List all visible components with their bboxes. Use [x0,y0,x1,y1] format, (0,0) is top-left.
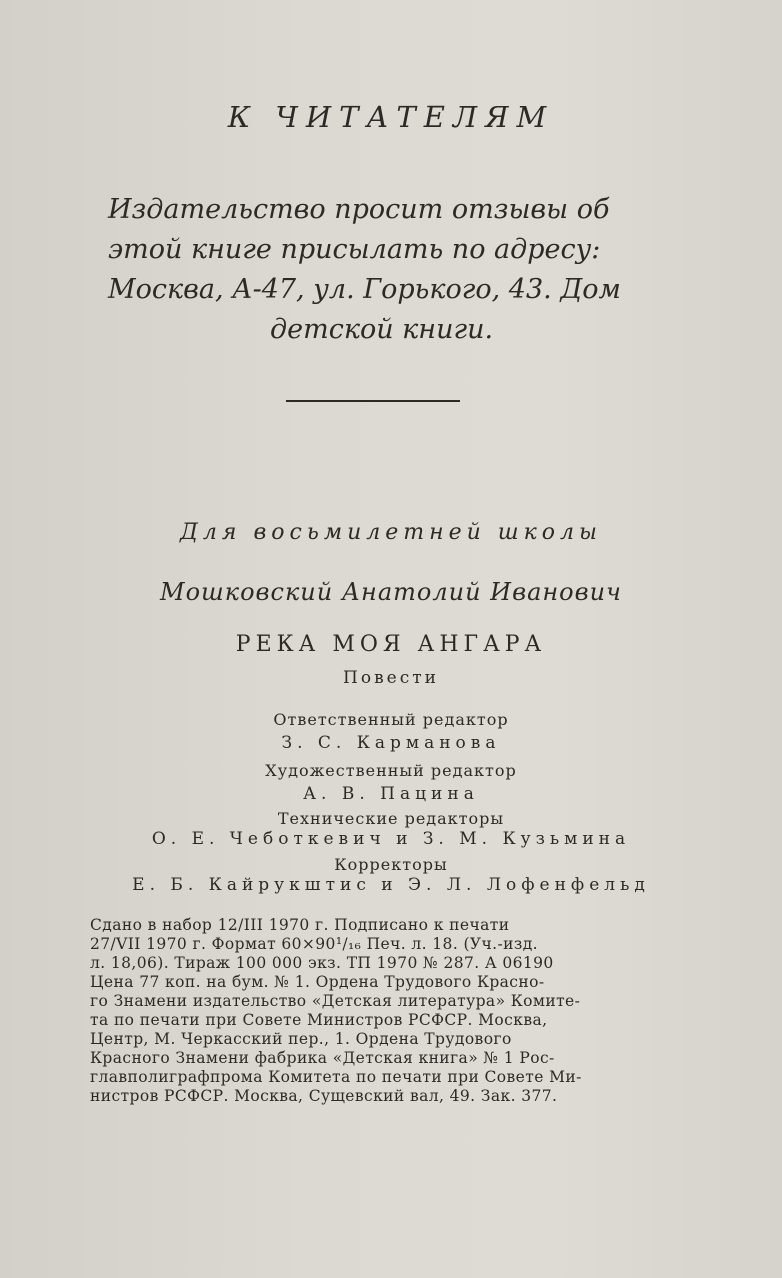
genre-label: Повести [343,668,439,688]
notice-line-2: этой книге присылать по адресу: [108,234,601,265]
imprint-line-8: Красного Знамени фабрика «Детская книга» № 1 Рос- [90,1049,555,1067]
divider-rule [286,400,460,402]
tech-editors-names: О. Е. Чеботкевич и З. М. Кузьмина [151,829,631,849]
art-editor-name: А. В. Пацина [303,784,479,804]
series-line: Для восьмилетней школы [180,520,602,545]
imprint-line-1: Сдано в набор 12/III 1970 г. Подписано к печати [90,916,510,934]
imprint-line-4: Цена 77 коп. на бум. № 1. Ордена Трудового Красно- [90,973,545,991]
proofreaders-names: Е. Б. Кайрукштис и Э. Л. Лофенфельд [132,875,650,895]
to-readers-heading: К ЧИТАТЕЛЯМ [227,100,555,134]
imprint-line-2: 27/VII 1970 г. Формат 60×90¹/₁₆ Печ. л. 18. (Уч.-изд. [90,935,538,953]
responsible-editor-label: Ответственный редактор [273,710,509,729]
tech-editors-label: Технические редакторы [277,809,505,828]
responsible-editor-name: З. С. Карманова [281,733,501,753]
notice-line-1: Издательство просит отзывы об [108,194,610,225]
art-editor-label: Художественный редактор [265,761,517,780]
imprint-line-5: го Знамени издательство «Детская литература» Комите- [90,992,581,1010]
imprint-line-6: та по печати при Совете Министров РСФСР. Москва, [90,1011,548,1029]
book-title: РЕКА МОЯ АНГАРА [235,632,547,657]
notice-line-3: Москва, А-47, ул. Горького, 43. Дом [108,274,621,305]
imprint-line-10: нистров РСФСР. Москва, Сущевский вал, 49. Зак. 377. [90,1087,558,1105]
notice-line-4: детской книги. [270,314,494,345]
imprint-line-9: главполиграфпрома Комитета по печати при Совете Ми- [90,1068,582,1086]
proofreaders-label: Корректоры [334,855,448,874]
author-name: Мошковский Анатолий Иванович [160,578,622,606]
imprint-line-7: Центр, М. Черкасский пер., 1. Ордена Трудового [90,1030,512,1048]
imprint-line-3: л. 18,06). Тираж 100 000 экз. ТП 1970 № 287. А 06190 [90,954,554,972]
